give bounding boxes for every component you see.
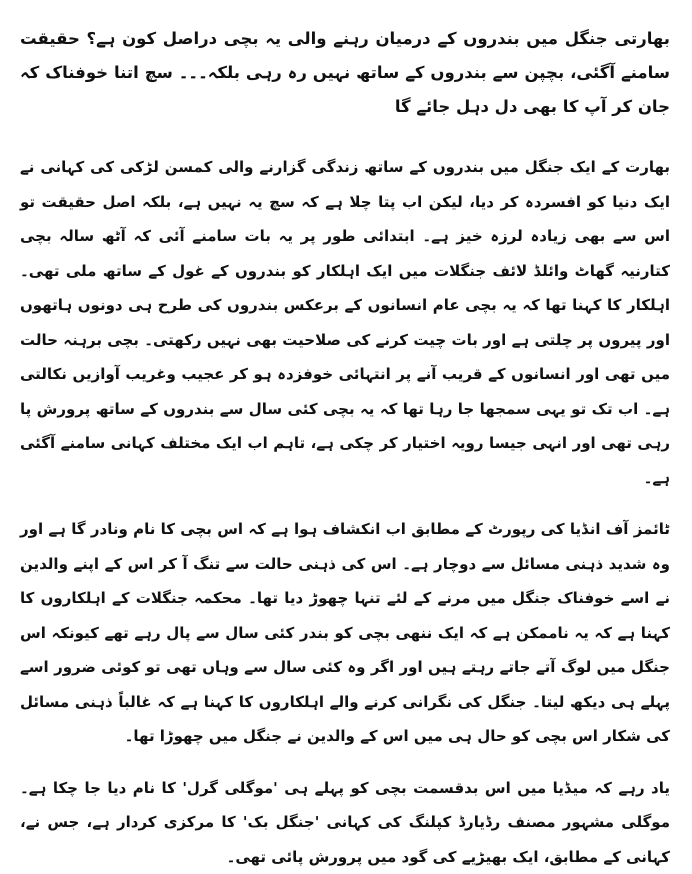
article-headline: بھارتی جنگل میں بندروں کے درمیان رہنے والی یہ بچی دراصل کون ہے؟ حقیقت سامنے آگئی، بچپن سے بندروں کے ساتھ نہیں رہ رہی بلکہ۔۔۔ سچ اتنا خوفناک کہ جان کر آپ کا بھی دل دہل جائے گا [20,22,670,124]
article-paragraph-2: ٹائمز آف انڈیا کی رپورٹ کے مطابق اب انکشاف ہوا ہے کہ اس بچی کا نام ونادر گا ہے اور وہ شدید ذہنی مسائل سے دوچار ہے۔ اس کی ذہنی حالت سے تنگ آ کر اس کے اپنے والدین نے اسے خوفناک جنگل میں مرنے کے لئے تنہا چھوڑ دیا تھا۔ محکمہ جنگلات کے اہلکاروں کا کہنا ہے کہ یہ ناممکن ہے کہ ایک ننھی بچی کو بندر کئی سال سے پال رہے تھے کیونکہ اس جنگل میں لوگ آتے جاتے رہتے ہیں اور اگر وہ کئی سال سے وہاں تھی تو کوئی ضرور اسے پہلے ہی دیکھ لیتا۔ جنگل کی نگرانی کرنے والے اہلکاروں کا کہنا ہے کہ غالباً ذہنی مسائل کی شکار اس بچی کو حال ہی میں اس کے والدین نے جنگل میں چھوڑا تھا۔ [20,512,670,754]
article-paragraph-1: بھارت کے ایک جنگل میں بندروں کے ساتھ زندگی گزارنے والی کمسن لڑکی کی کہانی نے ایک دنیا کو افسردہ کر دیا، لیکن اب پتا چلا ہے کہ سچ یہ نہیں ہے، بلکہ اصل حقیقت تو اس سے بھی زیادہ لرزہ خیز ہے۔ ابتدائی طور پر یہ بات سامنے آئی کہ آٹھ سالہ بچی کتارنیہ گھاٹ وائلڈ لائف جنگلات میں ایک اہلکار کو بندروں کے غول کے ساتھ ملی تھی۔ اہلکار کا کہنا تھا کہ یہ بچی عام انسانوں کے برعکس بندروں کی طرح ہی دونوں ہاتھوں اور پیروں پر چلتی ہے اور بات چیت کرنے کی صلاحیت بھی نہیں رکھتی۔ بچی برہنہ حالت میں تھی اور انسانوں کے قریب آنے پر انتہائی خوفزدہ ہو کر عجیب وغریب آوازیں نکالتی ہے۔ اب تک تو یہی سمجھا جا رہا تھا کہ یہ بچی کئی سال سے بندروں کے ساتھ پرورش پا رہی تھی اور انہی جیسا رویہ اختیار کر چکی ہے، تاہم اب ایک مختلف کہانی سامنے آگئی ہے۔ [20,150,670,495]
article-paragraph-3: یاد رہے کہ میڈیا میں اس بدقسمت بچی کو پہلے ہی 'موگلی گرل' کا نام دیا جا چکا ہے۔ موگلی مشہور مصنف رڈیارڈ کپلنگ کی کہانی 'جنگل بک' کا مرکزی کردار ہے، جس نے، کہانی کے مطابق، ایک بھیڑیے کی گود میں پرورش پائی تھی۔ [20,771,670,874]
